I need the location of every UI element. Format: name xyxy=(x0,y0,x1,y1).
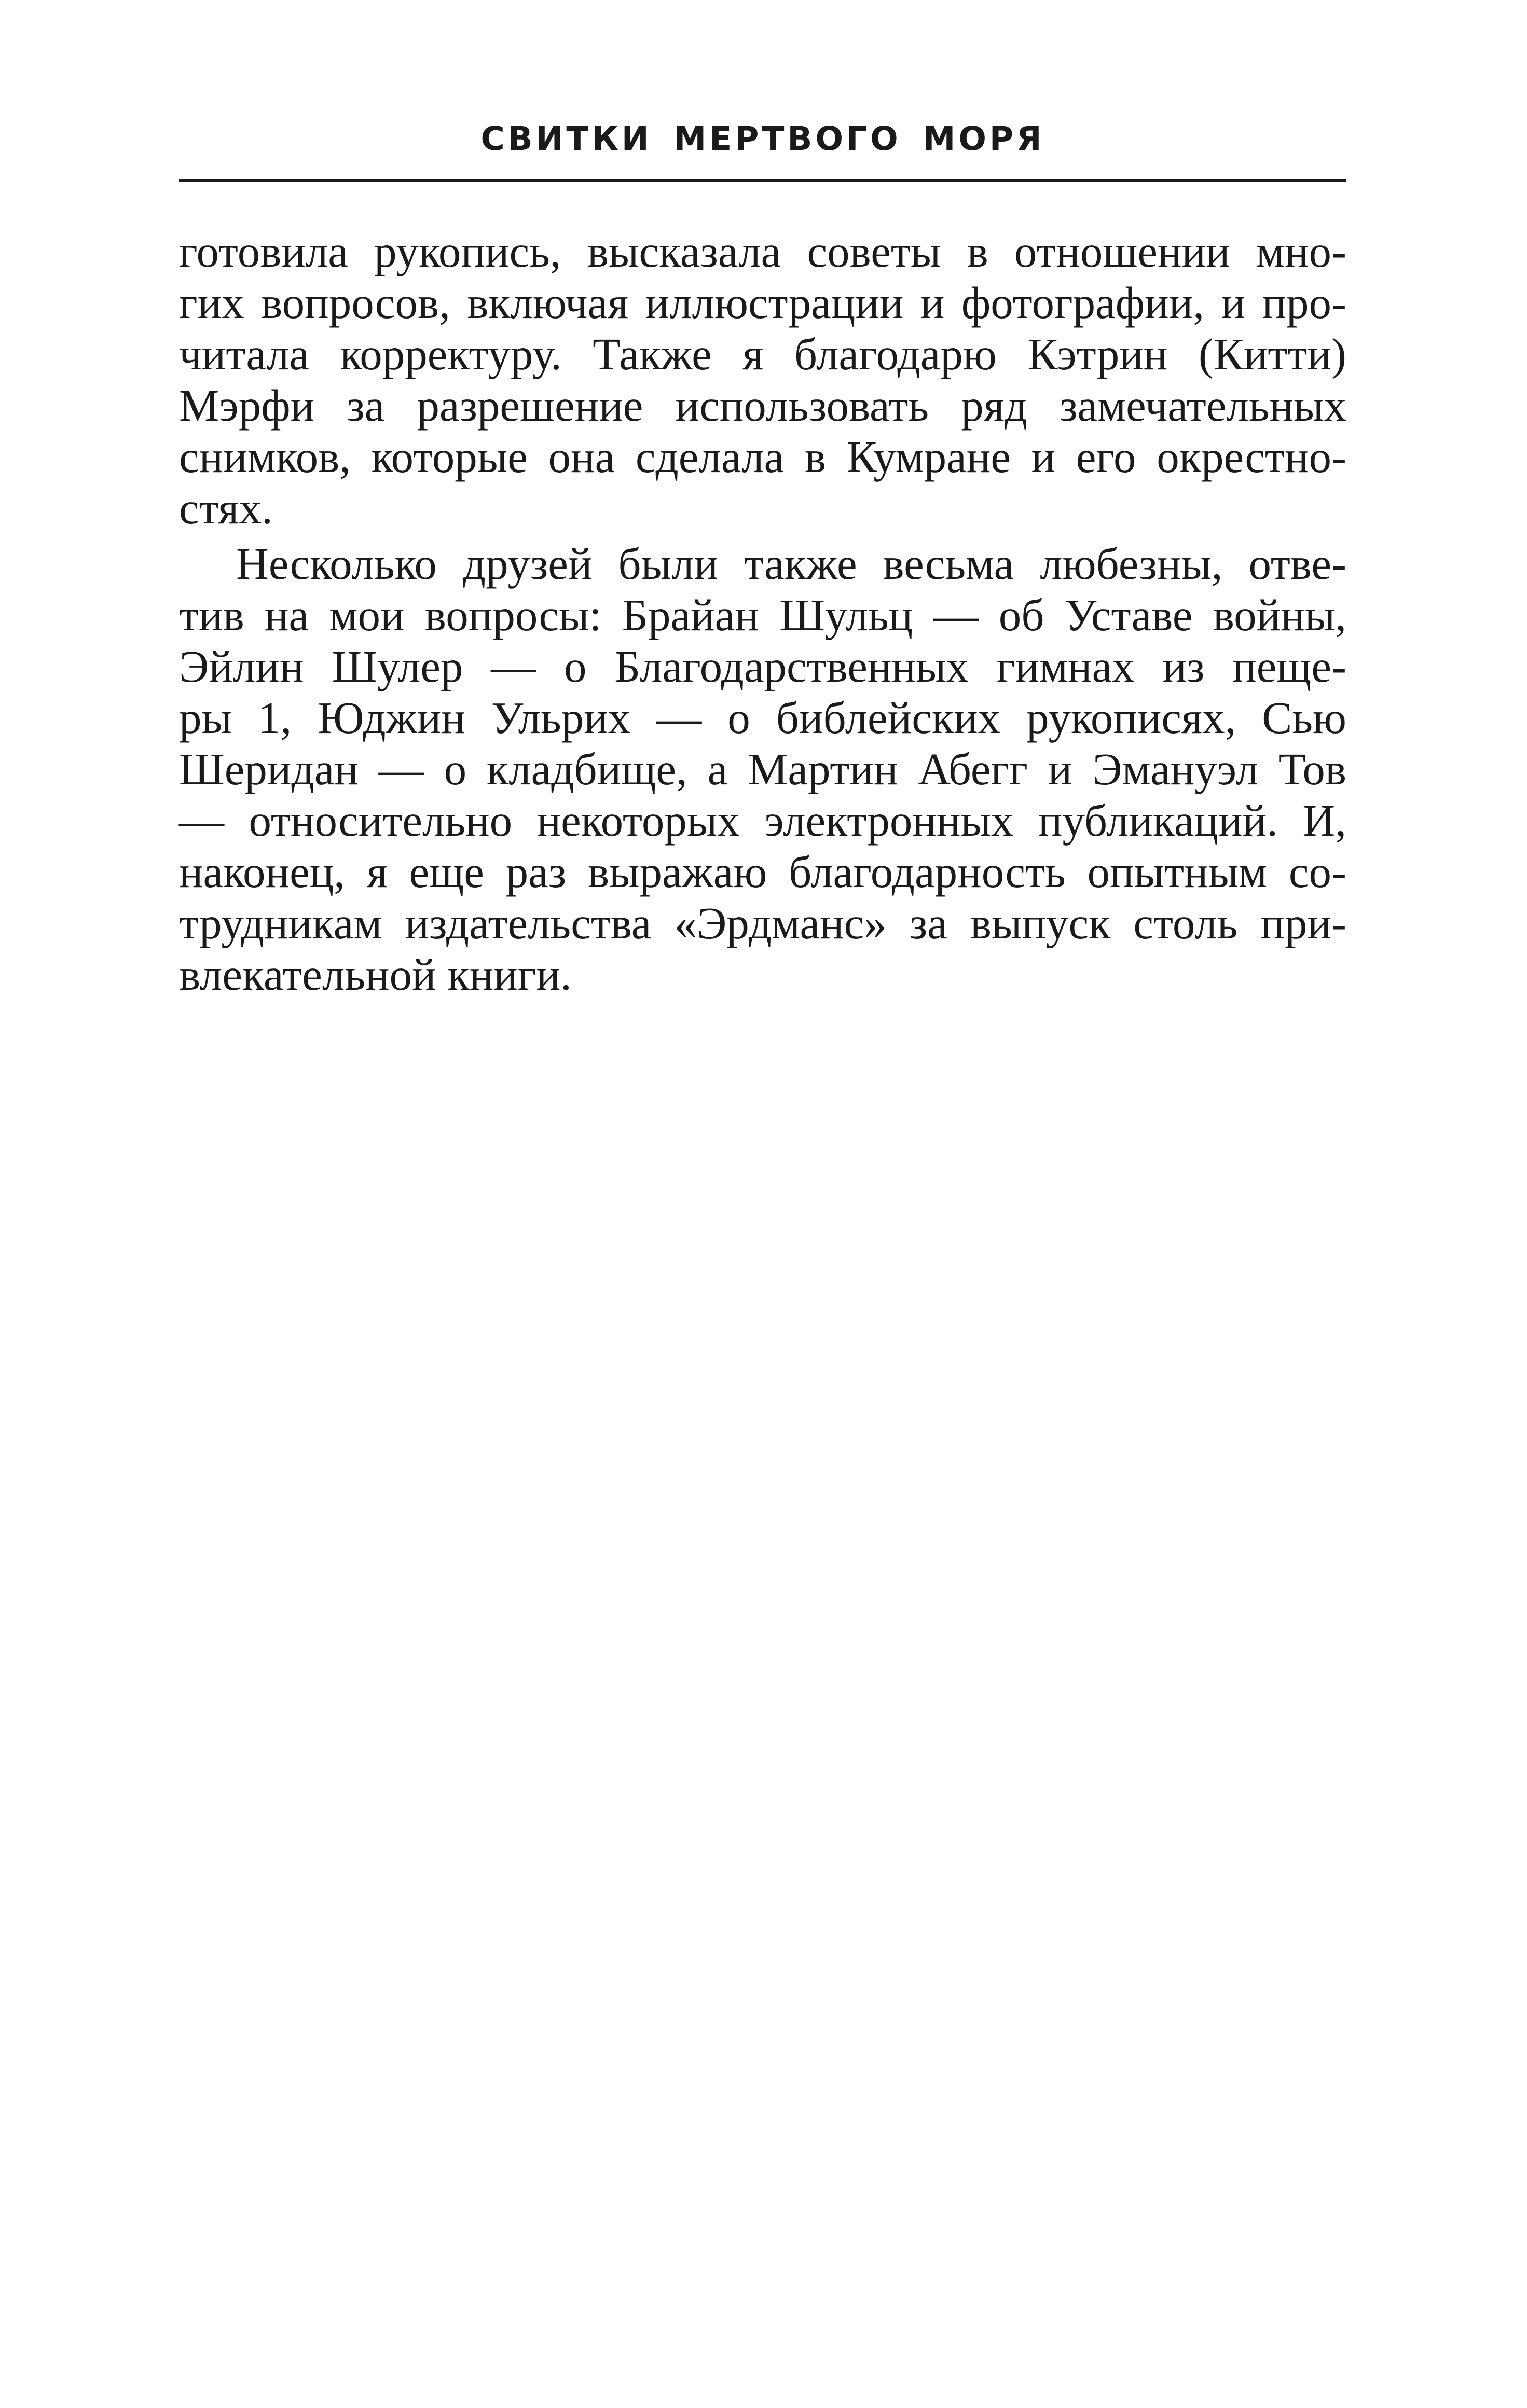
text-line: трудникам издательства «Эрдманс» за выпуск столь при- xyxy=(179,898,1346,948)
text-line: Мэрфи за разрешение использовать ряд замечательных xyxy=(179,380,1346,431)
text-line: тив на мои вопросы: Брайан Шульц — об Уставе войны, xyxy=(179,590,1346,640)
text-line: ры 1, Юджин Ульрих — о библейских рукописях, Сью xyxy=(179,693,1346,743)
text-line: читала корректуру. Также я благодарю Кэтрин (Китти) xyxy=(179,329,1346,379)
text-line: Несколько друзей были также весьма любезны, отве- xyxy=(236,538,1346,589)
text-line: готовила рукопись, высказала советы в отношении мно- xyxy=(179,226,1346,276)
paragraph xyxy=(179,538,1346,1000)
body-text xyxy=(179,226,1346,1000)
text-line: снимков, которые она сделала в Кумране и его окрестно- xyxy=(179,432,1346,482)
text-line: Шеридан — о кладбище, а Мартин Абегг и Эмануэл Тов xyxy=(179,744,1346,794)
paragraph xyxy=(179,226,1346,534)
header-rule xyxy=(179,179,1346,182)
text-line: влекательной книги. xyxy=(179,949,572,1000)
text-line: стях. xyxy=(179,483,273,533)
text-line: Эйлин Шулер — о Благодарственных гимнах из пеще- xyxy=(179,641,1346,691)
running-head: СВИТКИ МЕРТВОГО МОРЯ xyxy=(480,120,1045,158)
text-line: наконец, я еще раз выражаю благодарность опытным со- xyxy=(179,847,1346,897)
text-line: гих вопросов, включая иллюстрации и фотографии, и про- xyxy=(179,278,1346,328)
text-line: — относительно некоторых электронных публикаций. И, xyxy=(179,795,1346,846)
